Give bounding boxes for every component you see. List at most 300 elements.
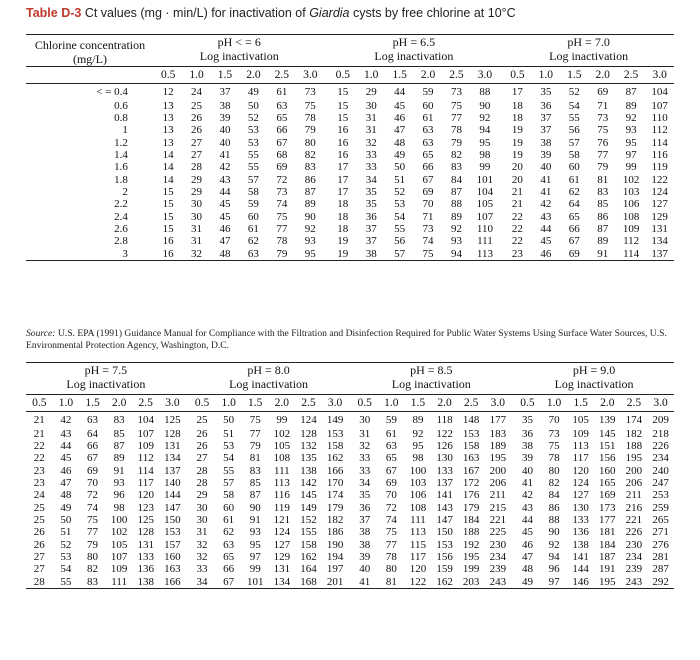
- ct-value-cell: 73: [276, 185, 288, 198]
- ct-value-cell: 135: [300, 452, 317, 465]
- ct-value-cell: 134: [164, 452, 181, 465]
- ct-value-cell: 77: [276, 222, 288, 235]
- ct-value-cell: 90: [548, 526, 560, 539]
- ct-value-cell: 92: [548, 538, 560, 551]
- ct-value-cell: 78: [276, 235, 288, 248]
- ct-value-cell: 95: [412, 439, 424, 452]
- ct-value-cell: 59: [422, 85, 434, 98]
- ct-value-cell: 73: [450, 85, 462, 98]
- ct-value-cell: 79: [87, 538, 99, 551]
- table-row: [26, 502, 674, 514]
- chlorine-concentration-cell: 2.2: [114, 198, 128, 211]
- ph-group-header: pH = 9.0: [572, 363, 616, 377]
- ct-value-cell: 70: [422, 198, 434, 211]
- log-level-header: 3.0: [322, 395, 349, 412]
- chlorine-concentration-cell: 0.6: [114, 99, 128, 112]
- ct-value-cell: 115: [409, 538, 426, 551]
- ct-value-cell: 114: [651, 136, 668, 149]
- ct-value-cell: 30: [191, 198, 203, 211]
- ct-value-cell: 52: [247, 111, 259, 124]
- ct-value-cell: 27: [191, 136, 203, 149]
- ct-value-cell: 54: [223, 452, 235, 465]
- ct-value-cell: 43: [219, 173, 231, 186]
- ct-value-cell: 90: [479, 99, 491, 112]
- ct-value-cell: 67: [568, 235, 580, 248]
- ct-value-cell: 292: [652, 575, 669, 588]
- ct-value-cell: 181: [599, 526, 616, 539]
- ct-value-cell: 66: [87, 439, 99, 452]
- ct-value-cell: 51: [223, 427, 235, 440]
- log-inactivation-label: Log inactivation: [154, 49, 325, 67]
- ct-value-cell: 59: [385, 413, 397, 426]
- ct-value-cell: 125: [137, 513, 154, 526]
- ct-value-cell: 98: [479, 148, 491, 161]
- table-row: [26, 223, 674, 235]
- ct-value-cell: 71: [597, 99, 609, 112]
- log-level-header: 1.5: [567, 395, 594, 412]
- ct-value-cell: 38: [540, 136, 552, 149]
- ct-value-cell: 112: [137, 452, 154, 465]
- ct-value-cell: 111: [111, 575, 127, 588]
- ct-value-cell: 31: [191, 222, 203, 235]
- ct-value-cell: 30: [365, 99, 377, 112]
- ct-value-cell: 15: [162, 198, 174, 211]
- ct-value-cell: 52: [394, 185, 406, 198]
- ct-value-cell: 117: [137, 476, 154, 489]
- ct-value-cell: 68: [276, 148, 288, 161]
- ct-value-cell: 95: [625, 136, 637, 149]
- ct-value-cell: 99: [276, 413, 288, 426]
- ct-value-cell: 35: [365, 198, 377, 211]
- table-row: [26, 112, 674, 124]
- ct-value-cell: 174: [625, 413, 643, 426]
- log-level-header: 3.0: [645, 67, 674, 84]
- ct-value-cell: 77: [385, 538, 397, 551]
- ct-value-cell: 55: [60, 575, 72, 588]
- ct-value-cell: 86: [597, 210, 609, 223]
- ct-value-cell: 162: [326, 452, 344, 465]
- ct-value-cell: 53: [247, 124, 259, 137]
- ct-value-cell: 49: [60, 501, 72, 514]
- source-text: U.S. EPA (1991) Guidance Manual for Compliance with the Filtration and Disinfection Required for Public Water Systems Using Surface Water Sources, U.S. Environmental Protection Agency, Washington, D.C.: [26, 328, 667, 351]
- table-row: [26, 452, 674, 464]
- log-level-header: 2.5: [621, 395, 648, 412]
- log-level-header: 0.5: [514, 395, 541, 412]
- log-level-header: 0.5: [189, 395, 216, 412]
- ct-value-cell: 29: [191, 173, 203, 186]
- ct-value-cell: 206: [489, 476, 507, 489]
- ct-value-cell: 131: [651, 222, 668, 235]
- ct-value-cell: 137: [164, 464, 181, 477]
- ct-value-cell: 131: [137, 538, 154, 551]
- chlorine-concentration-cell: 1.8: [114, 173, 128, 186]
- caption-text-before: Ct values (mg · min/L) for inactivation of: [81, 6, 310, 20]
- ct-value-cell: 38: [359, 538, 371, 551]
- ct-value-cell: 67: [385, 464, 397, 477]
- ct-value-cell: 76: [597, 136, 609, 149]
- ct-value-cell: 29: [365, 85, 377, 98]
- ct-value-cell: 18: [337, 198, 349, 211]
- ct-value-cell: 281: [652, 550, 669, 563]
- log-level-header: 0.5: [26, 395, 53, 412]
- ct-value-cell: 107: [651, 99, 668, 112]
- ct-value-cell: 49: [521, 575, 533, 588]
- ct-value-cell: 73: [597, 111, 609, 124]
- ct-value-cell: 160: [599, 464, 616, 477]
- ct-value-cell: 150: [436, 526, 453, 539]
- ct-value-cell: 93: [304, 235, 316, 248]
- ct-value-cell: 24: [33, 489, 45, 502]
- ct-value-cell: 32: [359, 439, 371, 452]
- ct-value-cell: 104: [651, 85, 668, 98]
- ct-value-cell: 28: [33, 575, 45, 588]
- log-level-header: 2.5: [617, 67, 645, 84]
- ct-value-cell: 93: [450, 235, 462, 248]
- ct-value-cell: 109: [110, 563, 128, 576]
- ct-value-cell: 45: [394, 99, 406, 112]
- ct-value-cell: 53: [247, 136, 259, 149]
- log-level-header: 3.0: [159, 395, 186, 412]
- table-row: [26, 174, 674, 186]
- ct-value-cell: 141: [572, 550, 589, 563]
- ct-value-cell: 106: [622, 198, 640, 211]
- ct-value-cell: 177: [489, 413, 507, 426]
- ct-value-cell: 92: [625, 111, 637, 124]
- log-level-header: 1.5: [385, 67, 413, 84]
- ct-value-cell: 17: [511, 85, 523, 98]
- ct-value-cell: 86: [548, 501, 560, 514]
- ct-value-cell: 44: [394, 85, 406, 98]
- ct-value-cell: 45: [219, 210, 231, 223]
- ct-value-cell: 63: [247, 247, 259, 260]
- ct-value-cell: 179: [462, 501, 480, 514]
- log-level-header: 1.5: [79, 395, 106, 412]
- table-caption: [26, 6, 516, 20]
- ct-value-cell: 276: [652, 538, 669, 551]
- ct-value-cell: 117: [572, 452, 589, 465]
- ct-value-cell: 40: [219, 124, 231, 137]
- ct-value-cell: 36: [365, 210, 377, 223]
- ct-value-cell: 32: [196, 538, 208, 551]
- ct-value-cell: 127: [651, 198, 668, 211]
- ct-value-cell: 45: [540, 235, 552, 248]
- ct-value-cell: 195: [599, 575, 616, 588]
- ct-value-cell: 216: [625, 501, 643, 514]
- ct-value-cell: 182: [326, 513, 344, 526]
- log-level-header: 3.0: [484, 395, 511, 412]
- ct-value-cell: 22: [511, 222, 523, 235]
- table-row: [26, 428, 674, 440]
- ct-value-cell: 145: [300, 489, 317, 502]
- ct-value-cell: 18: [337, 210, 349, 223]
- ct-value-cell: 188: [462, 526, 480, 539]
- ct-value-cell: 116: [273, 489, 290, 502]
- ct-value-cell: 101: [246, 575, 264, 588]
- ct-value-cell: 239: [625, 563, 643, 576]
- ct-value-cell: 43: [540, 210, 552, 223]
- ct-value-cell: 74: [385, 513, 397, 526]
- ct-value-cell: 75: [87, 513, 99, 526]
- chlorine-concentration-header: [26, 35, 154, 67]
- ct-value-cell: 83: [304, 161, 316, 174]
- ct-value-cell: 75: [597, 124, 609, 137]
- ph-header-row: [26, 363, 674, 378]
- ct-value-cell: 57: [568, 136, 580, 149]
- ct-value-cell: 80: [304, 136, 316, 149]
- ct-value-cell: 67: [422, 173, 434, 186]
- ct-value-cell: 63: [276, 99, 288, 112]
- table-row: [26, 248, 674, 261]
- ct-value-cell: 225: [489, 526, 507, 539]
- ct-value-cell: 25: [196, 413, 208, 426]
- ct-value-cell: 89: [113, 452, 125, 465]
- ct-value-cell: 89: [597, 235, 609, 248]
- source-note: [26, 328, 676, 352]
- ct-value-cell: 99: [625, 161, 637, 174]
- caption-text-after: cysts by free chlorine at 10°C: [349, 6, 516, 20]
- ct-value-cell: 18: [511, 99, 523, 112]
- log-level-header: 2.0: [106, 395, 133, 412]
- ct-value-cell: 149: [300, 501, 317, 514]
- ct-value-cell: 39: [540, 148, 552, 161]
- ct-value-cell: 65: [568, 210, 580, 223]
- ct-value-cell: 32: [196, 550, 208, 563]
- ct-value-cell: 31: [365, 111, 377, 124]
- ct-value-cell: 133: [572, 513, 589, 526]
- ct-value-cell: 63: [223, 538, 235, 551]
- ct-value-cell: 195: [489, 452, 507, 465]
- ct-value-cell: 29: [196, 489, 208, 502]
- table-row: [26, 514, 674, 526]
- ct-value-cell: 176: [462, 489, 480, 502]
- ct-value-cell: 36: [521, 427, 533, 440]
- ct-value-cell: 92: [450, 222, 462, 235]
- ct-value-cell: 21: [33, 427, 45, 440]
- ct-value-cell: 163: [462, 452, 480, 465]
- ct-value-cell: 94: [450, 247, 462, 260]
- ct-value-cell: 47: [521, 550, 533, 563]
- ct-value-cell: 19: [337, 247, 349, 260]
- ct-value-cell: 149: [326, 413, 344, 426]
- log-inactivation-label: Log inactivation: [514, 377, 674, 395]
- ct-value-cell: 78: [304, 111, 316, 124]
- ct-value-cell: 65: [223, 550, 235, 563]
- ct-value-cell: 226: [625, 526, 643, 539]
- ct-value-cell: 59: [247, 198, 259, 211]
- ct-value-cell: 78: [385, 550, 397, 563]
- ct-value-cell: 61: [276, 85, 288, 98]
- ct-value-cell: 97: [625, 148, 637, 161]
- ct-value-cell: 120: [409, 563, 427, 576]
- ct-value-cell: 38: [521, 439, 533, 452]
- ct-value-cell: 27: [33, 550, 45, 563]
- ct-value-cell: 83: [597, 185, 609, 198]
- log-inactivation-label: Log inactivation: [189, 377, 349, 395]
- ct-value-cell: 50: [394, 161, 406, 174]
- log-level-header: 2.0: [269, 395, 296, 412]
- table-row: [26, 161, 674, 173]
- ct-value-cell: 40: [219, 136, 231, 149]
- chlorine-concentration-cell: 2.4: [114, 210, 128, 223]
- ct-value-cell: 36: [359, 501, 371, 514]
- log-level-header: 2.5: [442, 67, 470, 84]
- ct-value-cell: 32: [365, 136, 377, 149]
- ct-value-cell: 81: [249, 452, 261, 465]
- ph-group-header: pH = 8.5: [410, 363, 453, 377]
- log-level-header: 3.0: [471, 67, 499, 84]
- log-level-header: 0.5: [329, 67, 357, 84]
- ct-value-cell: 240: [652, 464, 669, 477]
- table-row: [26, 235, 674, 247]
- ct-value-cell: 79: [304, 124, 316, 137]
- ct-value-cell: 95: [249, 538, 261, 551]
- ct-value-cell: 15: [162, 185, 174, 198]
- ct-value-cell: 131: [273, 563, 291, 576]
- ct-value-cell: 63: [87, 413, 99, 426]
- ct-value-cell: 70: [548, 413, 560, 426]
- ct-value-cell: 60: [568, 161, 580, 174]
- ct-value-cell: 69: [385, 476, 397, 489]
- ct-value-cell: 46: [521, 538, 533, 551]
- ct-value-cell: 160: [164, 550, 181, 563]
- ct-value-cell: 142: [300, 476, 317, 489]
- ct-value-cell: 22: [33, 439, 45, 452]
- ct-value-cell: 85: [249, 476, 261, 489]
- ct-value-cell: 83: [450, 161, 462, 174]
- ct-value-cell: 52: [568, 85, 580, 98]
- ct-value-cell: 69: [568, 247, 580, 260]
- log-level-header: 0.5: [154, 67, 182, 84]
- ct-value-cell: 50: [247, 99, 259, 112]
- log-level-row: [26, 67, 674, 84]
- chlorine-concentration-cell: 1: [122, 124, 128, 137]
- ct-value-cell: 42: [60, 413, 72, 426]
- ct-value-cell: 172: [462, 476, 480, 489]
- ct-value-cell: 98: [412, 452, 424, 465]
- ct-value-cell: 194: [326, 550, 344, 563]
- ct-value-cell: 87: [450, 185, 462, 198]
- log-level-header: 1.5: [560, 67, 588, 84]
- ct-value-cell: 66: [223, 563, 235, 576]
- ct-value-cell: 144: [572, 563, 589, 576]
- ct-value-cell: 124: [572, 476, 589, 489]
- ct-value-cell: 156: [436, 550, 453, 563]
- ph-group-header: pH = 8.0: [247, 363, 290, 377]
- log-level-header: 1.0: [541, 395, 568, 412]
- ct-value-cell: 54: [60, 563, 72, 576]
- ct-value-cell: 20: [511, 173, 523, 186]
- ct-value-cell: 93: [625, 124, 637, 137]
- ct-value-cell: 113: [476, 247, 493, 260]
- ct-value-cell: 40: [521, 464, 533, 477]
- ct-value-cell: 23: [33, 464, 45, 477]
- ct-value-cell: 41: [521, 476, 533, 489]
- ct-value-cell: 139: [599, 413, 616, 426]
- ct-value-cell: 24: [191, 85, 203, 98]
- table-row: [26, 563, 674, 575]
- ct-value-cell: 182: [625, 427, 643, 440]
- ct-value-cell: 47: [394, 124, 406, 137]
- ct-value-cell: 75: [304, 99, 316, 112]
- ct-value-cell: 89: [625, 99, 637, 112]
- ct-value-cell: 58: [568, 148, 580, 161]
- ct-value-cell: 94: [548, 550, 560, 563]
- ct-value-cell: 75: [249, 413, 261, 426]
- ct-value-cell: 107: [137, 427, 154, 440]
- ct-value-cell: 19: [511, 136, 523, 149]
- ct-value-cell: 124: [651, 185, 668, 198]
- blank-cell: [26, 67, 154, 84]
- ct-value-cell: 184: [462, 513, 480, 526]
- ct-value-cell: 108: [273, 452, 291, 465]
- ct-value-cell: 15: [337, 99, 349, 112]
- ct-value-cell: 162: [436, 575, 453, 588]
- ct-value-cell: 89: [450, 210, 462, 223]
- ct-value-cell: 14: [162, 148, 174, 161]
- ct-value-cell: 37: [359, 513, 371, 526]
- ct-value-cell: 33: [365, 161, 377, 174]
- chlorine-header-line2: (mg/L): [72, 52, 107, 66]
- ct-value-cell: 165: [599, 476, 616, 489]
- ct-value-cell: 40: [359, 563, 371, 576]
- ct-value-cell: 153: [436, 538, 453, 551]
- log-level-header: 2.0: [239, 67, 267, 84]
- ct-value-cell: 92: [412, 427, 424, 440]
- ct-value-cell: 41: [219, 148, 231, 161]
- ct-value-cell: 112: [623, 235, 640, 248]
- ct-value-cell: 36: [540, 99, 552, 112]
- ct-value-cell: 67: [87, 452, 99, 465]
- ct-value-cell: 16: [337, 124, 349, 137]
- ct-value-cell: 119: [651, 161, 668, 174]
- ct-value-cell: 162: [300, 550, 317, 563]
- ct-value-cell: 87: [625, 85, 637, 98]
- ct-table-top: [26, 34, 674, 261]
- ct-value-cell: 102: [110, 526, 128, 539]
- ct-value-cell: 101: [476, 173, 494, 186]
- ct-value-cell: 30: [196, 513, 208, 526]
- ct-value-cell: 121: [273, 513, 291, 526]
- ct-value-cell: 125: [164, 413, 181, 426]
- ct-value-cell: 17: [337, 185, 349, 198]
- ct-value-cell: 230: [489, 538, 507, 551]
- log-inactivation-row: [26, 377, 674, 395]
- ct-value-cell: 27: [196, 452, 208, 465]
- ct-value-cell: 61: [385, 427, 397, 440]
- ct-value-cell: 90: [249, 501, 261, 514]
- ct-value-cell: 158: [300, 538, 317, 551]
- ct-value-cell: 209: [652, 413, 669, 426]
- ct-value-cell: 13: [162, 136, 174, 149]
- ct-value-cell: 21: [33, 413, 45, 426]
- ct-value-cell: 92: [479, 111, 491, 124]
- ct-value-cell: 13: [162, 99, 174, 112]
- ct-value-cell: 116: [651, 148, 668, 161]
- ct-value-cell: 168: [300, 575, 317, 588]
- ct-value-cell: 65: [276, 111, 288, 124]
- ph-group-header: pH < = 6: [217, 35, 261, 49]
- log-level-header: 2.5: [295, 395, 322, 412]
- ct-value-cell: 89: [304, 198, 316, 211]
- ct-value-cell: 44: [540, 222, 552, 235]
- ct-value-cell: 31: [196, 526, 208, 539]
- chlorine-concentration-cell: 3: [122, 247, 128, 260]
- ct-value-cell: 155: [300, 526, 317, 539]
- table-row: [26, 211, 674, 223]
- log-inactivation-label: Log inactivation: [26, 377, 186, 395]
- ct-value-cell: 107: [476, 210, 494, 223]
- ct-value-cell: 184: [599, 538, 616, 551]
